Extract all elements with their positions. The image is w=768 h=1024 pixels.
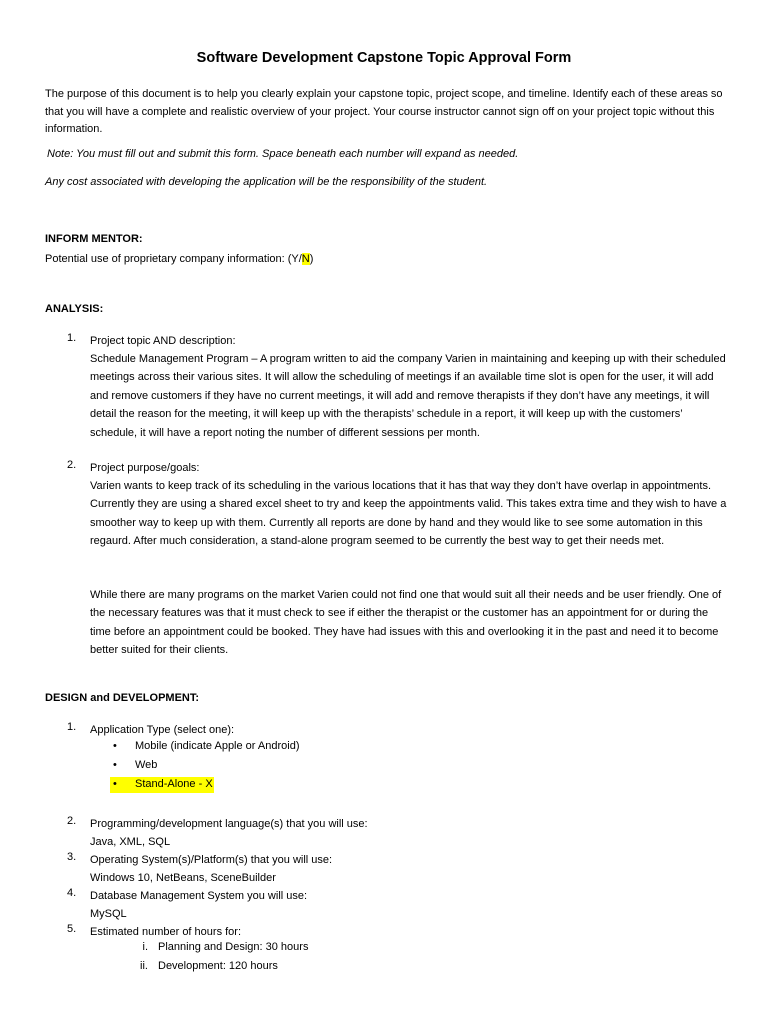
project-description: Schedule Management Program – A program written to aid the company Varien in maintaining and keeping up with their scheduled meetings across their various sites. It will allow the scheduling of meetings if an available time slot is open for the user, it will add and remove customers if they have no current meetings, it will add and remove therapists if they don’t have any meetings, it will detail the reason for the meeting, it will keep up with the therapists’ schedule in a report, it will keep up with the customers’ schedule, it will have a report noting the number of different sessions per month. — [90, 353, 726, 439]
roman-numeral: ii. — [140, 960, 148, 972]
design-item-label: Estimated number of hours for: — [90, 926, 242, 938]
design-item-label: Operating System(s)/Platform(s) that you will use: — [90, 854, 333, 866]
question-suffix: ) — [309, 253, 314, 265]
analysis-heading: ANALYSIS: — [45, 303, 104, 315]
dbms-answer: MySQL — [90, 908, 127, 920]
app-type-option: Web — [135, 759, 158, 771]
note-line: Note: You must fill out and submit this form. Space beneath each number will expand as needed. — [47, 148, 519, 160]
hours-planning: Planning and Design: 30 hours — [158, 941, 309, 953]
analysis-item-label: Project purpose/goals: — [90, 462, 200, 474]
design-item-number: 5. — [67, 923, 77, 935]
design-item-label: Database Management System you will use: — [90, 890, 308, 902]
bullet-icon: • — [113, 778, 117, 790]
design-item-number: 3. — [67, 851, 77, 863]
design-item-label: Application Type (select one): — [90, 724, 235, 736]
design-item-number: 4. — [67, 887, 77, 899]
proprietary-answer: N — [301, 253, 310, 265]
app-type-option: Mobile (indicate Apple or Android) — [135, 740, 300, 752]
hours-development: Development: 120 hours — [158, 960, 278, 972]
languages-answer: Java, XML, SQL — [90, 836, 171, 848]
platforms-answer: Windows 10, NetBeans, SceneBuilder — [90, 872, 276, 884]
analysis-item-label: Project topic AND description: — [90, 335, 236, 347]
cost-line: Any cost associated with developing the application will be the responsibility of the student. — [45, 176, 488, 188]
design-item-number: 2. — [67, 815, 77, 827]
analysis-item-number: 1. — [67, 332, 77, 344]
app-type-option-selected: Stand-Alone - X — [135, 778, 213, 790]
document-title: Software Development Capstone Topic Approval Form — [196, 50, 572, 66]
analysis-item-number: 2. — [67, 459, 77, 471]
design-item-number: 1. — [67, 721, 77, 733]
proprietary-info-question — [45, 251, 725, 269]
inform-mentor-heading: INFORM MENTOR: — [45, 233, 143, 245]
purpose-paragraph: Varien wants to keep track of its scheduling in the various locations that it has that way they don’t have overlap in appointments. Currently they are using a shared excel sheet to try and keep the appointments valid. This takes extra time and they wish to have a smoother way to keep up with them. Currently all reports are done by hand and they would like to see some automation in this regaurd. After much consideration, a stand-alone program seemed to be currently the best way to get their needs met. — [90, 480, 727, 548]
intro-paragraph: The purpose of this document is to help you clearly explain your capstone topic, project scope, and timeline. Identify each of these areas so that you will have a complete and realistic overview of your project. Your course instructor cannot sign off on your project topic without this information. — [45, 88, 723, 135]
roman-numeral: i. — [142, 941, 148, 953]
design-heading: DESIGN and DEVELOPMENT: — [45, 692, 200, 704]
design-item-label: Programming/development language(s) that you will use: — [90, 818, 368, 830]
bullet-icon: • — [113, 740, 117, 752]
bullet-icon: • — [113, 759, 117, 771]
purpose-paragraph: While there are many programs on the market Varien could not find one that would suit all their needs and be user friendly. One of the necessary features was that it must check to see if either the therapist or the customer has an appointment for or during the time before an appointment could be booked. They have had issues with this and overlooking it in the past and need it to become better suited for their clients. — [90, 589, 722, 657]
question-prefix: Potential use of proprietary company information: (Y/ — [45, 253, 302, 265]
